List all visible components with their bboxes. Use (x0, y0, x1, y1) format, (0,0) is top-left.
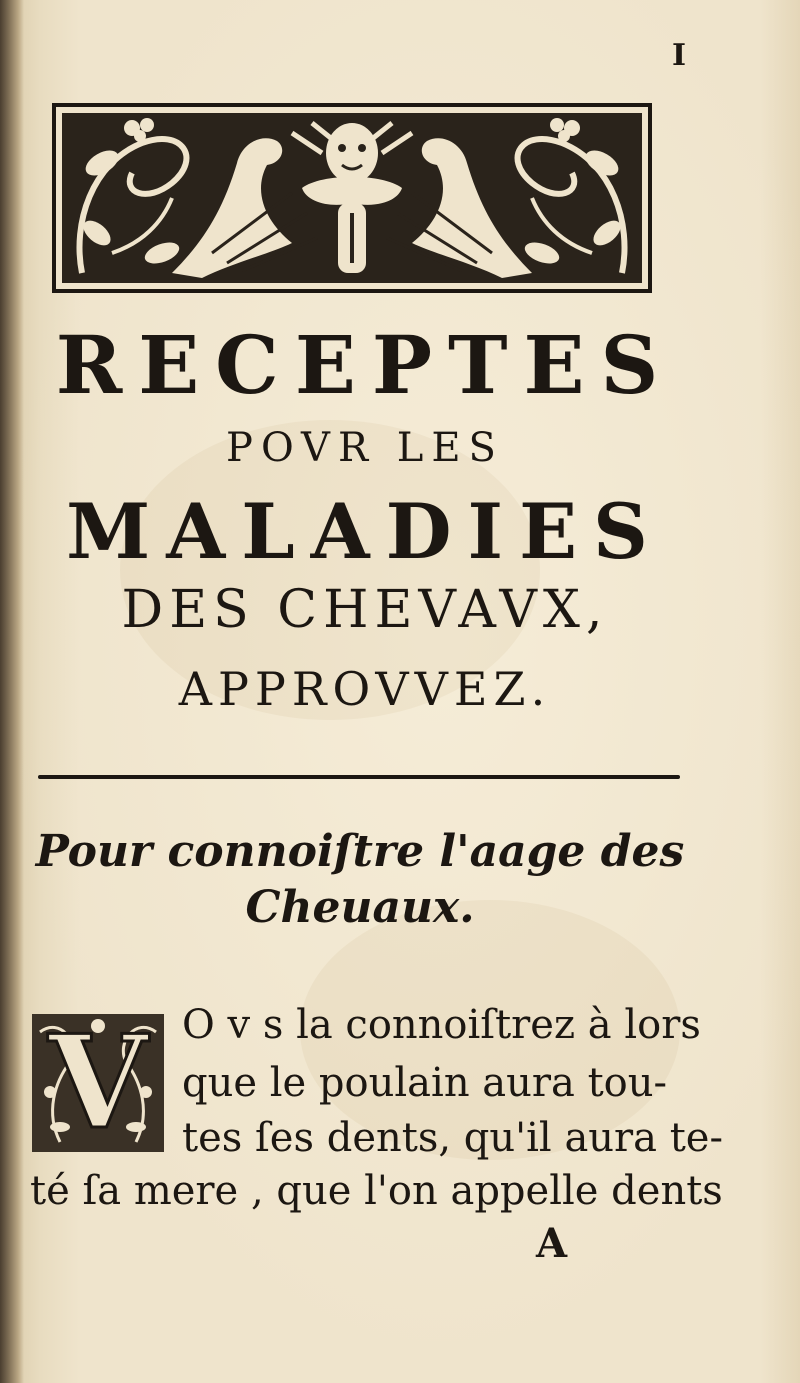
body-line-3: tes ſes dents, qu'il aura te- (182, 1115, 723, 1161)
dropcap-letter: V (48, 1008, 148, 1158)
catchword: A (536, 1220, 568, 1267)
title-line-des-chevavx: DES CHEVAVX, (121, 580, 609, 640)
title-line-povr-les: POVR LES (226, 425, 504, 471)
title-line-approvvez: APPROVVEZ. (178, 662, 552, 716)
title-line-receptes: RECEPTES (55, 318, 675, 412)
body-line-4: té ſa mere , que l'on appelle dents (30, 1168, 723, 1214)
body-line-2: que le poulain aura tou- (182, 1060, 668, 1106)
page-binding-edge (0, 0, 24, 1383)
body-line-1: O v s la connoiſtrez à lors (182, 1002, 701, 1048)
horizontal-rule (38, 775, 680, 779)
decorated-initial-icon (30, 1008, 166, 1158)
ornamental-headpiece-icon (52, 103, 652, 293)
section-title-line2: Cheuaux. (245, 882, 475, 933)
page-number: I (672, 38, 687, 73)
title-line-maladies: MALADIES (66, 487, 664, 576)
section-title-line1: Pour connoiſtre l'aage des (35, 826, 685, 877)
